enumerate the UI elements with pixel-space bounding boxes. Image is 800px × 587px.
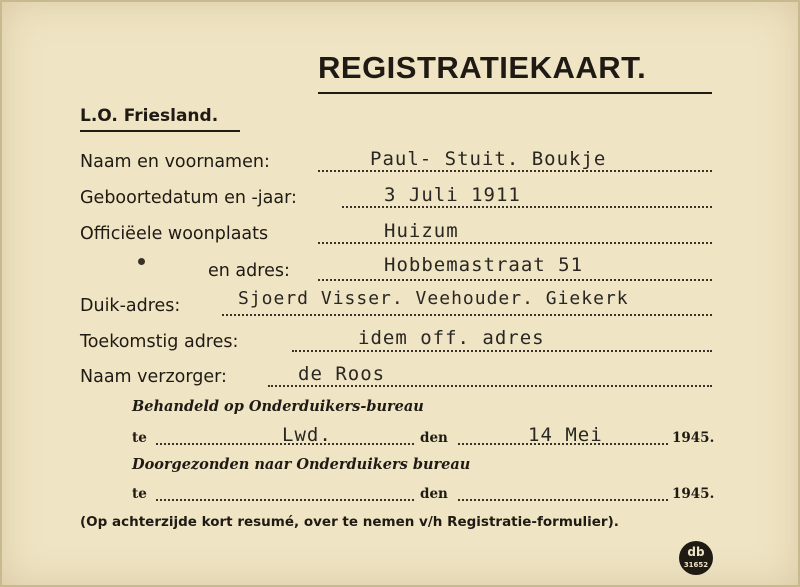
geboorte-dotted-line <box>342 206 712 208</box>
footer-note: (Op achterzijde kort resumé, over te nemen v/h Registratie-formulier). <box>80 514 619 530</box>
adres-value: Hobbemastraat 51 <box>384 254 584 276</box>
verzorger-label: Naam verzorger: <box>80 367 227 387</box>
verzorger-dotted-line <box>268 385 712 387</box>
behandeld-te-label: te <box>132 430 147 446</box>
stamp-bottom-text: 31652 <box>683 561 709 569</box>
toekomstig-dotted-line <box>292 350 712 352</box>
behandeld-den-value: 14 Mei <box>528 424 603 446</box>
organisation-underline <box>80 130 240 132</box>
duik-label: Duik-adres: <box>80 296 181 316</box>
title-underline <box>318 92 712 94</box>
doorgezonden-te-label: te <box>132 486 147 502</box>
toekomstig-value: idem off. adres <box>358 327 545 349</box>
db-stamp <box>679 541 713 575</box>
woonplaats-value: Huizum <box>384 220 459 242</box>
stamp-top-text: db <box>687 545 705 559</box>
naam-value: Paul- Stuit. Boukje <box>370 148 607 170</box>
behandeld-den-label: den <box>420 430 448 446</box>
adres-dotted-line <box>318 279 712 281</box>
behandeld-year: 1945. <box>672 430 715 446</box>
toekomstig-label: Toekomstig adres: <box>80 332 239 352</box>
ink-dot <box>138 258 145 265</box>
organisation-label: L.O. Friesland. <box>80 106 219 126</box>
duik-dotted-line <box>222 314 712 316</box>
doorgezonden-den-dotted-line <box>458 499 668 501</box>
naam-label: Naam en voornamen: <box>80 152 270 172</box>
geboorte-label: Geboortedatum en -jaar: <box>80 188 297 208</box>
geboorte-value: 3 Juli 1911 <box>384 184 521 206</box>
duik-value: Sjoerd Visser. Veehouder. Giekerk <box>238 288 629 309</box>
verzorger-value: de Roos <box>298 363 386 385</box>
doorgezonden-den-label: den <box>420 486 448 502</box>
doorgezonden-year: 1945. <box>672 486 715 502</box>
adres-label: en adres: <box>208 261 290 281</box>
naam-dotted-line <box>318 170 712 172</box>
card-title: REGISTRATIEKAART. <box>318 50 647 85</box>
woonplaats-label: Officiëele woonplaats <box>80 224 269 244</box>
doorgezonden-te-dotted-line <box>156 499 414 501</box>
behandeld-te-value: Lwd. <box>282 424 332 446</box>
behandeld-heading: Behandeld op Onderduikers-bureau <box>132 398 424 415</box>
woonplaats-dotted-line <box>318 242 712 244</box>
doorgezonden-heading: Doorgezonden naar Onderduikers bureau <box>132 456 471 473</box>
